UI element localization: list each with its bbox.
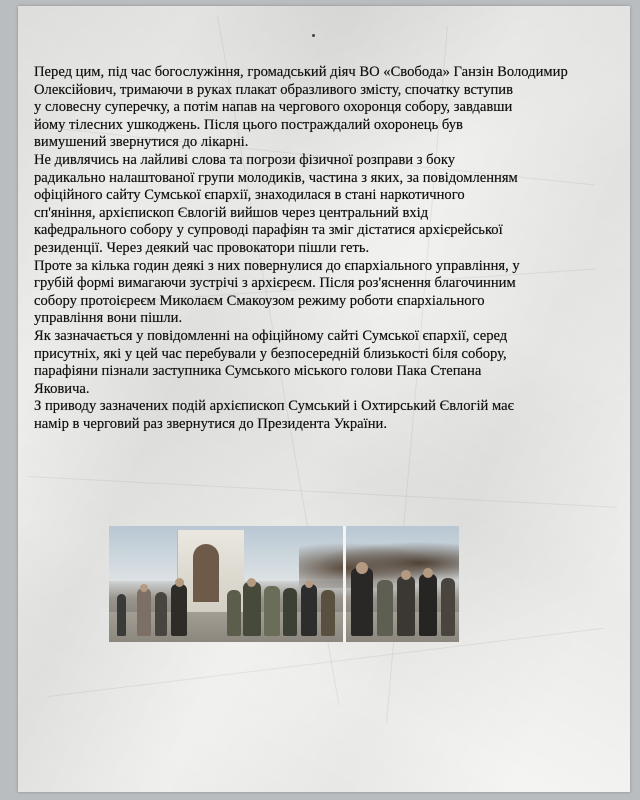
person-head <box>423 568 433 578</box>
text-line: Проте за кілька годин деякі з них повернулися до єпархіального управління, у <box>34 257 520 274</box>
text-line: резиденції. Через деякий час провокатори пішли геть. <box>34 239 370 256</box>
text-line: управління вони пішли. <box>34 310 183 327</box>
person-head <box>175 578 184 587</box>
paragraph-5 <box>34 398 594 433</box>
person-figure <box>351 568 373 636</box>
person-figure <box>227 590 241 636</box>
text-line: у словесну суперечку, а потім напав на чергового охоронця собору, завдавши <box>34 99 513 116</box>
paragraph-4 <box>34 328 594 398</box>
text-line: йому тілесних ушкоджень. Після цього постраждалий охоронець був <box>34 116 463 133</box>
person-figure <box>283 588 297 636</box>
person-figure <box>441 578 455 636</box>
person-head <box>140 584 148 592</box>
person-figure <box>117 594 126 636</box>
person-figure <box>264 586 280 636</box>
person-figure <box>377 580 393 636</box>
text-line: собору протоієреєм Миколаєм Смакоузом режиму роботи єпархіального <box>34 292 485 309</box>
person-figure <box>243 582 261 636</box>
person-figure <box>155 592 167 636</box>
person-figure <box>321 590 335 636</box>
paper-crease <box>28 476 617 508</box>
text-line: присутніх, які у цей час перебували у безпосередній близькості біля собору, <box>34 345 507 362</box>
text-line: вимушений звернутися до лікарні. <box>34 134 249 151</box>
paragraph-2 <box>34 152 594 258</box>
person-head <box>356 562 368 574</box>
person-figure <box>397 576 415 636</box>
person-figure <box>419 574 437 636</box>
text-line: офіційного сайту Сумської єпархії, знаходилася в стані наркотичного <box>34 187 465 204</box>
person-head <box>401 570 411 580</box>
photo-divider <box>343 526 346 642</box>
ink-dot <box>312 34 315 37</box>
person-figure <box>137 588 151 636</box>
text-line: сп'яніння, архієпископ Євлогій вийшов через центральний вхід <box>34 204 429 221</box>
person-figure <box>171 584 187 636</box>
paragraph-3 <box>34 258 594 328</box>
person-figure <box>301 584 317 636</box>
text-line: кафедрального собору у супроводі парафіян та зміг дістатися архієрейської <box>34 222 503 239</box>
text-line: намір в черговий раз звернутися до Президента України. <box>34 415 387 432</box>
text-line: Яковича. <box>34 380 90 397</box>
cathedral-door <box>193 544 219 602</box>
paragraph-1 <box>34 64 594 152</box>
text-line: Як зазначається у повідомленні на офіційному сайті Сумської єпархії, серед <box>34 327 508 344</box>
person-head <box>305 580 313 588</box>
text-line: грубій формі вимагаючи зустрічі з архієреєм. Після роз'яснення благочинним <box>34 275 516 292</box>
text-line: Не дивлячись на лайливі слова та погрози фізичної розправи з боку <box>34 151 456 168</box>
text-line: З приводу зазначених подій архієпископ Сумський і Охтирський Євлогій має <box>34 398 514 415</box>
text-line: радикально налаштованої групи молодиків, частина з яких, за повідомленням <box>34 169 518 186</box>
text-line: Перед цим, під час богослужіння, громадський діяч ВО «Свобода» Ганзін Володимир <box>34 64 568 80</box>
crowd-photo <box>109 526 459 642</box>
person-head <box>247 578 256 587</box>
text-line: Олексійович, тримаючи в руках плакат образливого змісту, спочатку вступив <box>34 81 513 98</box>
text-line: парафіяни пізнали заступника Сумського міського голови Пака Степана <box>34 363 482 380</box>
document-body <box>34 64 594 433</box>
